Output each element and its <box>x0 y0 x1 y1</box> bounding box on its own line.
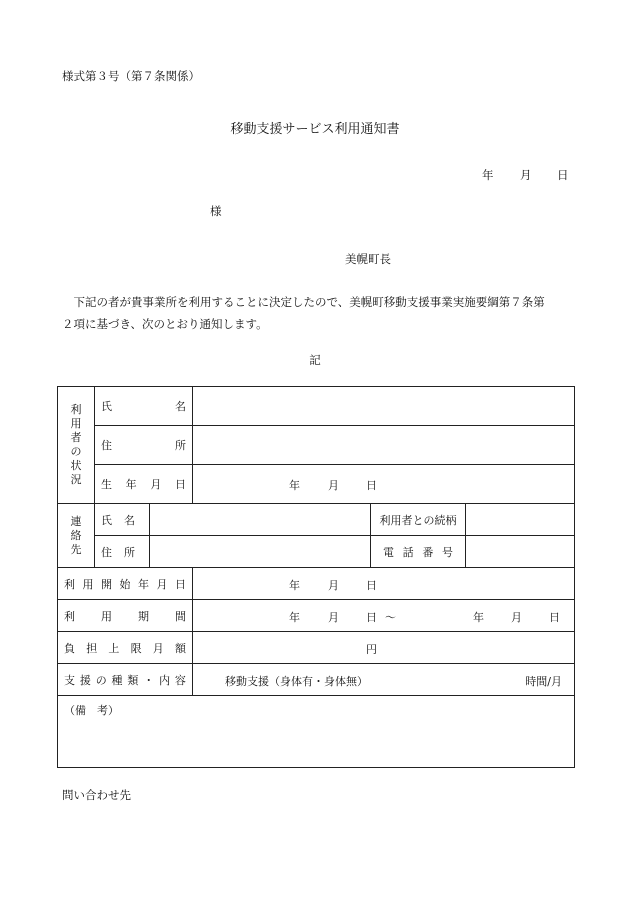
limit-field[interactable] <box>193 632 575 664</box>
contact-address-label: 住 所 <box>95 536 150 568</box>
start-date-label: 利 用 開 始 年 月 日 <box>58 568 193 600</box>
yen-unit: 円 <box>366 642 377 656</box>
limit-label: 負 担 上 限 月 額 <box>58 632 193 664</box>
period-label: 利 用 期 間 <box>58 600 193 632</box>
user-name-field[interactable] <box>193 387 575 426</box>
contact-name-field[interactable] <box>150 504 371 536</box>
remarks-field[interactable] <box>58 696 575 768</box>
birth-date-label: 生 年 月 日 <box>95 465 193 504</box>
notice-line-2: ２項に基づき、次のとおり通知します。 <box>62 317 268 331</box>
ki-heading: 記 <box>309 353 321 367</box>
relationship-field[interactable] <box>466 504 575 536</box>
remarks-label: （備 考） <box>64 704 119 717</box>
date-month-label: 月 <box>520 168 532 182</box>
contact-info-label: 問い合わせ先 <box>62 788 131 802</box>
user-status-section-label: 利 用 者 の 状 況 <box>58 387 95 504</box>
form-number: 様式第３号（第７条関係） <box>62 69 200 83</box>
date-day-label: 日 <box>557 168 569 182</box>
notice-paragraph <box>62 291 574 335</box>
issuer: 美幌町長 <box>345 252 391 266</box>
user-address-field[interactable] <box>193 426 575 465</box>
contact-name-label: 氏 名 <box>95 504 150 536</box>
start-date-field[interactable]: 年 月 日 <box>193 568 575 600</box>
relationship-label: 利用者との続柄 <box>371 504 466 536</box>
contact-address-field[interactable] <box>150 536 371 568</box>
document-title: 移動支援サービス利用通知書 <box>230 122 400 137</box>
birth-date-field[interactable]: 年 月 日 <box>193 465 575 504</box>
date-year-label: 年 <box>482 168 494 182</box>
support-type-field[interactable] <box>193 664 575 696</box>
support-type-value: 移動支援（身体有・身体無） <box>225 674 368 688</box>
user-name-label: 氏 名 <box>95 387 193 426</box>
period-separator: ～ <box>385 610 396 624</box>
contact-section-label: 連 絡 先 <box>58 504 95 568</box>
user-address-label: 住 所 <box>95 426 193 465</box>
notice-line-1: 下記の者が貴事業所を利用することに決定したので、美幌町移動支援事業実施要綱第７条第 <box>73 295 545 309</box>
phone-label: 電 話 番 号 <box>371 536 466 568</box>
addressee-suffix: 様 <box>210 204 222 218</box>
period-field[interactable]: 年 月 日 ～ 年 月 日 <box>193 600 575 632</box>
support-type-label: 支 援 の 種 類 ・ 内 容 <box>58 664 193 696</box>
hours-per-month-unit: 時間/月 <box>525 674 563 688</box>
notification-table <box>57 386 575 768</box>
phone-field[interactable] <box>466 536 575 568</box>
